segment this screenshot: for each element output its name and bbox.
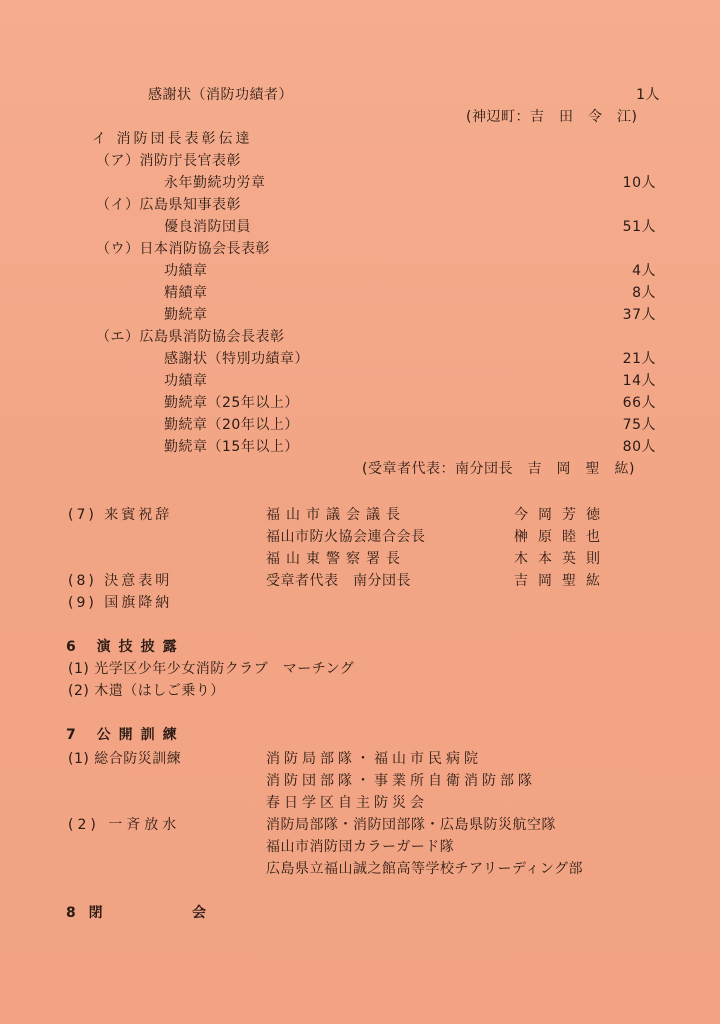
item7-row1-title: 福山市議会議長 [266, 507, 406, 523]
section7-item2-line1: 消防局部隊・消防団部隊・広島県防災航空隊 [266, 817, 556, 833]
appreciation-label: 感謝状（消防功績者） [148, 87, 293, 103]
section7-item2-line3: 広島県立福山誠之館高等学校チアリーディング部 [266, 861, 584, 877]
section7-item1-label: (1) 総合防災訓練 [68, 751, 182, 767]
section7-item2-label: (2) 一斉放水 [68, 817, 181, 833]
c1-label: 功績章 [164, 263, 208, 279]
d3-label: 勤続章（25年以上） [164, 395, 299, 411]
section7-item2-line2: 福山市消防団カラーガード隊 [266, 839, 455, 855]
item7-row1-name: 今岡芳徳 [514, 507, 610, 523]
section7-item1-line2: 消防団部隊・事業所自衛消防部隊 [266, 773, 536, 789]
c2-label: 精績章 [164, 285, 208, 301]
item7-row2-title: 福山市防火協会連合会長 [266, 529, 426, 545]
recipient-representative: (受章者代表：南分団長 吉 岡 聖 紘) [362, 461, 635, 477]
section7-heading: 7 公開訓練 [66, 727, 185, 743]
c3-label: 勤続章 [164, 307, 208, 323]
b1-count: 51人 [622, 219, 656, 235]
item7-label: (7) 来賓祝辞 [68, 507, 173, 523]
d3-count: 66人 [622, 395, 656, 411]
c2-count: 8人 [632, 285, 656, 301]
appreciation-recipient: (神辺町：吉 田 令 江) [466, 109, 638, 125]
c1-count: 4人 [632, 263, 656, 279]
d4-count: 75人 [622, 417, 656, 433]
d1-label: 感謝状（特別功績章） [164, 351, 309, 367]
c3-count: 37人 [622, 307, 656, 323]
section7-item1-line1: 消防局部隊・福山市民病院 [266, 751, 482, 767]
item7-row2-name: 榊原睦也 [514, 529, 610, 545]
item9-label: (9) 国旗降納 [68, 595, 173, 611]
appreciation-count: 1人 [636, 87, 660, 103]
subsection-a-title: （ア）消防庁長官表彰 [96, 153, 241, 169]
a1-label: 永年勤続功労章 [164, 175, 266, 191]
section6-item2: (2) 木遣（はしご乗り） [68, 683, 225, 699]
section8-heading-tail: 会 [192, 905, 207, 921]
b1-label: 優良消防団員 [164, 219, 251, 235]
subsection-d-title: （エ）広島県消防協会長表彰 [96, 329, 285, 345]
d5-count: 80人 [622, 439, 656, 455]
d4-label: 勤続章（20年以上） [164, 417, 299, 433]
subsection-c-title: （ウ）日本消防協会長表彰 [96, 241, 270, 257]
d2-label: 功績章 [164, 373, 208, 389]
section-i-heading: イ 消防団長表彰伝達 [92, 131, 253, 147]
section7-item1-line3: 春日学区自主防災会 [266, 795, 428, 811]
d1-count: 21人 [622, 351, 656, 367]
section6-item1: (1) 光学区少年少女消防クラブ マーチング [68, 661, 355, 677]
d2-count: 14人 [622, 373, 656, 389]
a1-count: 10人 [622, 175, 656, 191]
item7-row3-name: 木本英則 [514, 551, 610, 567]
item7-row3-title: 福山東警察署長 [266, 551, 406, 567]
item8-label: (8) 決意表明 [68, 573, 173, 589]
section6-heading: 6 演技披露 [66, 639, 185, 655]
d5-label: 勤続章（15年以上） [164, 439, 299, 455]
item8-name: 吉岡聖紘 [514, 573, 610, 589]
item8-title: 受章者代表 南分団長 [266, 573, 411, 589]
section8-heading: 8 閉 [66, 905, 107, 921]
subsection-b-title: （イ）広島県知事表彰 [96, 197, 241, 213]
